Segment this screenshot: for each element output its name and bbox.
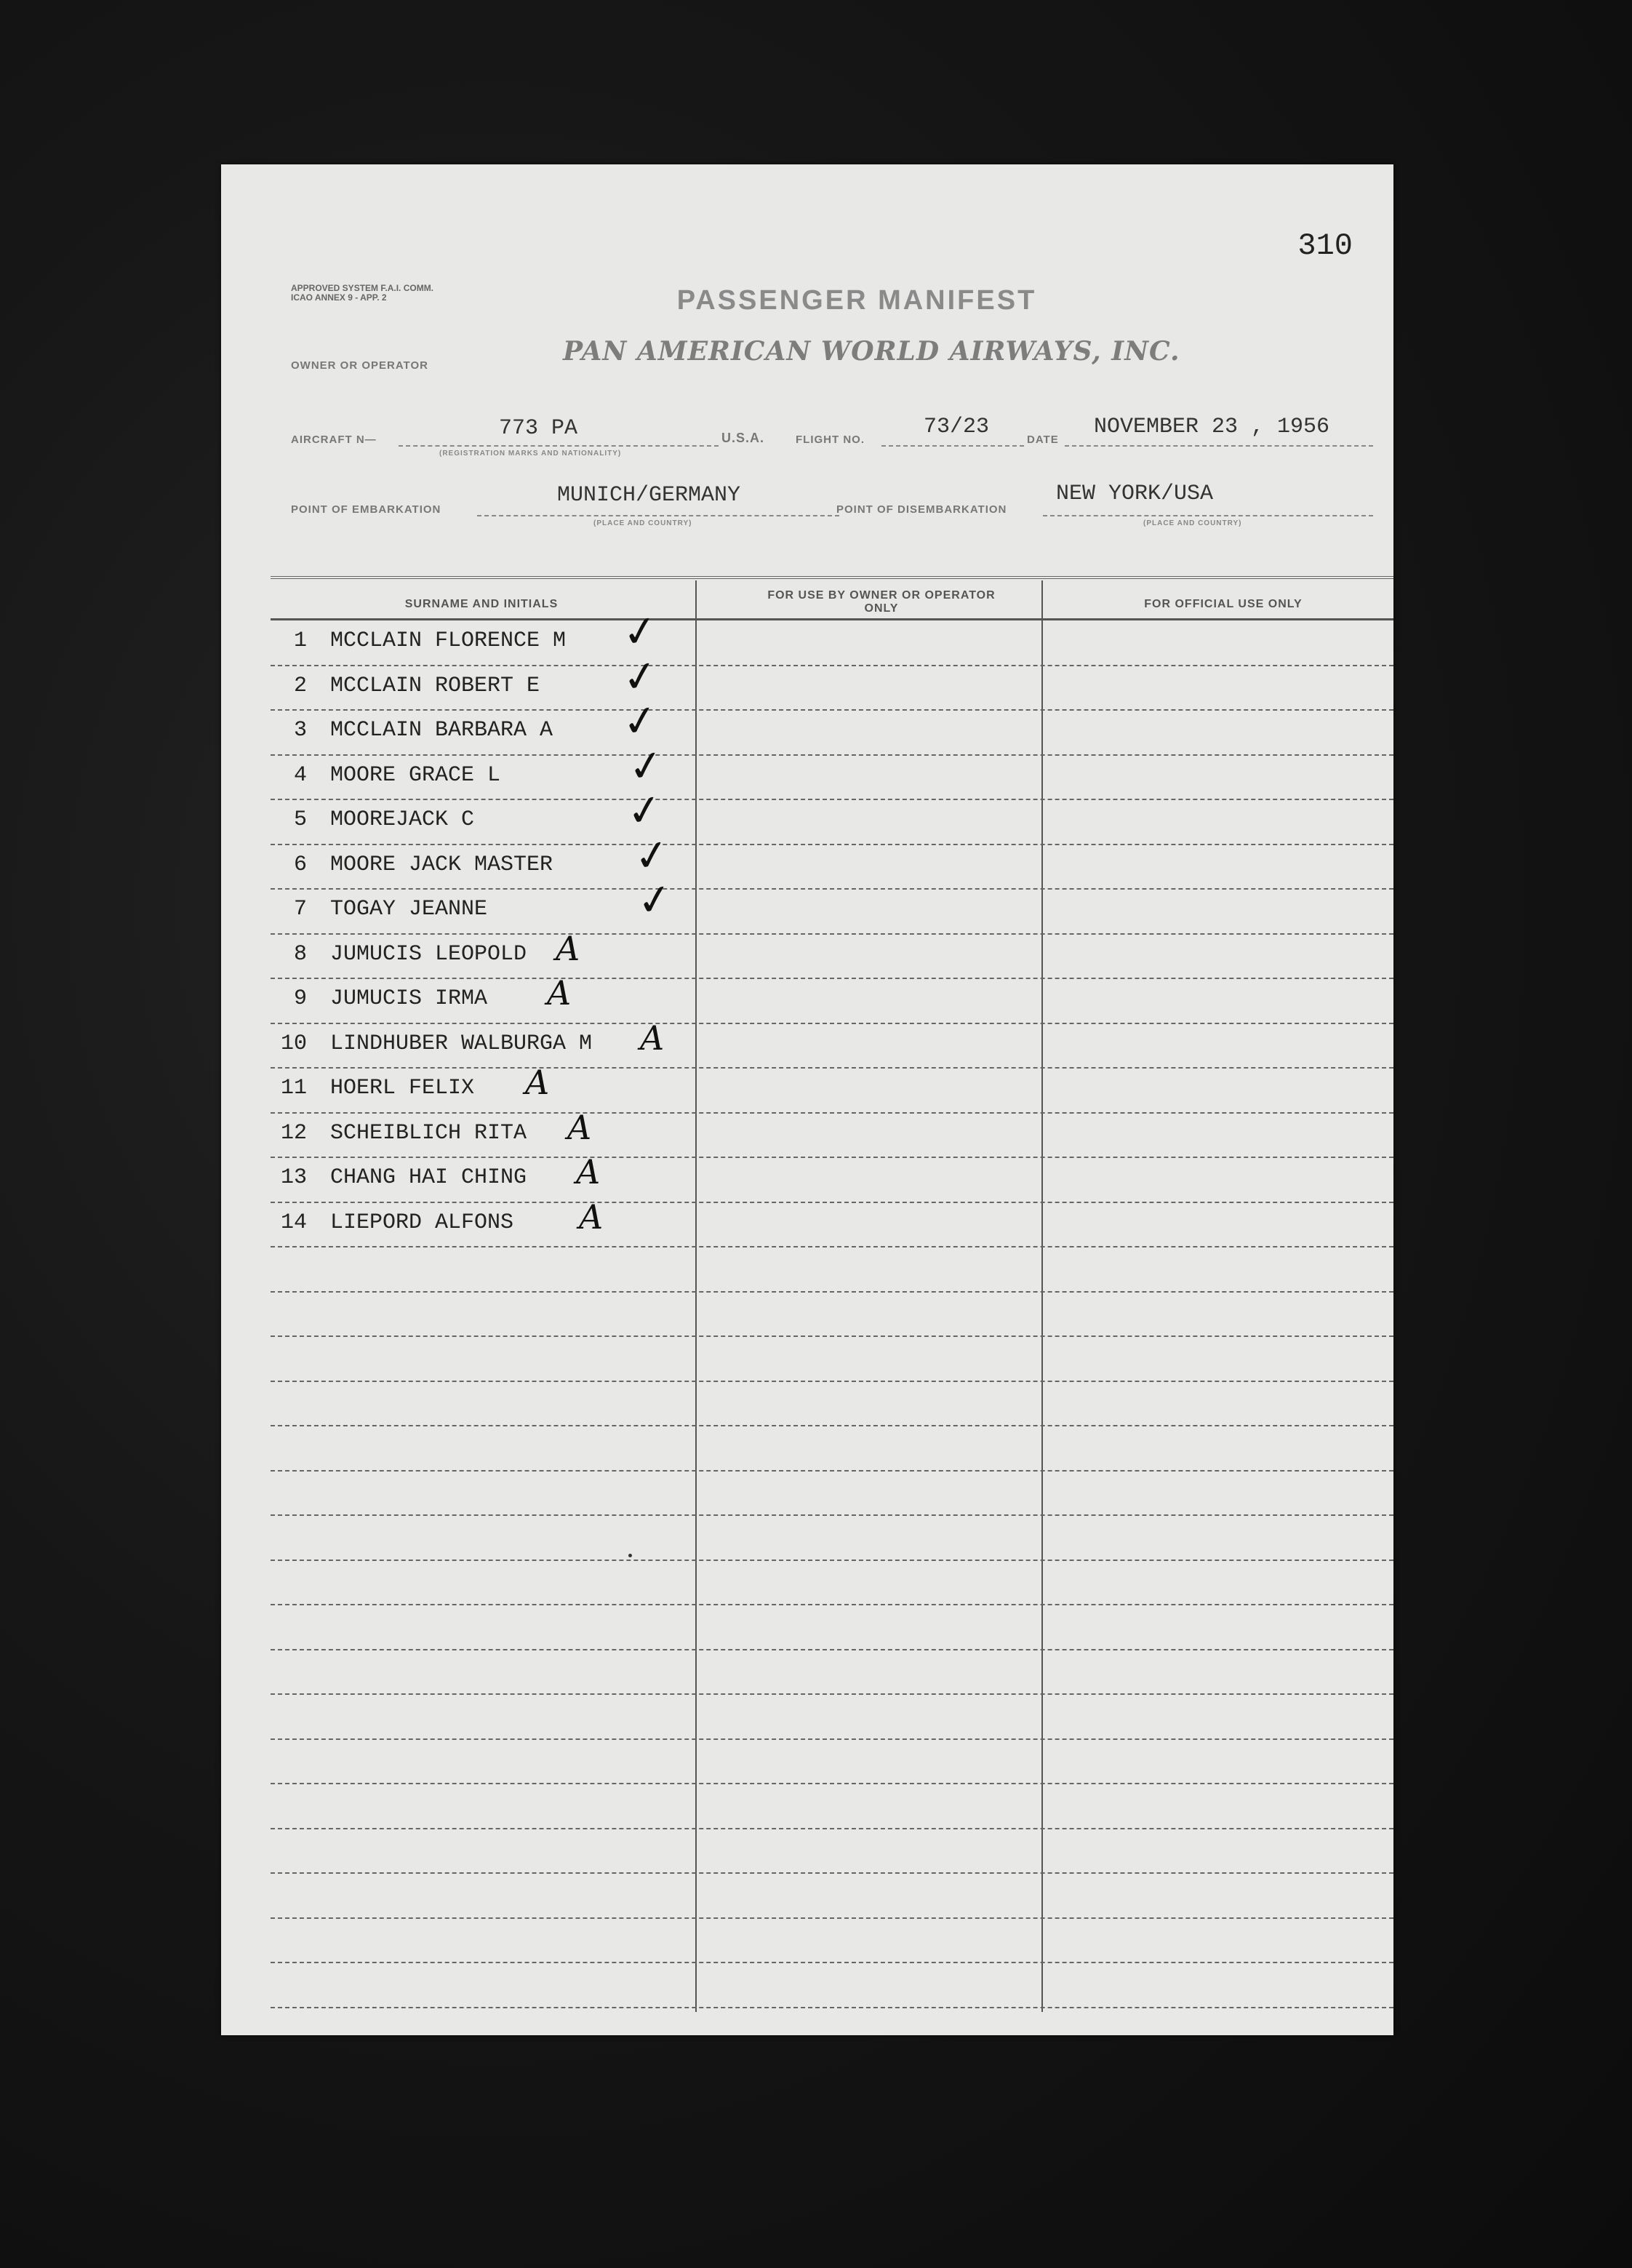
operator-name: PAN AMERICAN WORLD AIRWAYS, INC. (563, 336, 1180, 367)
row-rule (271, 933, 1393, 935)
handwritten-mark: A (525, 1063, 550, 1102)
checkmark-icon: ✓ (623, 783, 666, 838)
row-rule (271, 978, 1393, 979)
row-number: 14 (280, 1210, 307, 1235)
handwritten-mark: A (576, 1152, 601, 1191)
ink-speck (628, 1554, 632, 1557)
row-rule (271, 888, 1393, 890)
row-rule (271, 1023, 1393, 1024)
row-number: 9 (293, 986, 307, 1011)
row-rule (271, 1381, 1393, 1382)
disembarkation-label: POINT OF DISEMBARKATION (836, 503, 1007, 516)
row-rule (271, 1783, 1393, 1784)
manifest-table (271, 576, 1393, 2031)
checkmark-icon: ✓ (619, 604, 662, 659)
manifest-sheet (221, 164, 1393, 2035)
passenger-name: MCCLAIN FLORENCE M (330, 628, 567, 653)
date-underline (1065, 445, 1373, 447)
handwritten-mark: A (547, 973, 572, 1013)
date-value: NOVEMBER 23 , 1956 (1094, 415, 1330, 439)
checkmark-icon: ✓ (625, 738, 668, 793)
row-number: 8 (293, 941, 307, 967)
passenger-name: SCHEIBLICH RITA (330, 1120, 527, 1146)
passenger-name: MOOREJACK C (330, 807, 475, 832)
row-rule (271, 1425, 1393, 1426)
row-rule (271, 1604, 1393, 1605)
row-number: 6 (293, 852, 307, 877)
disembarkation-underline (1043, 515, 1373, 516)
page-number: 310 (1297, 228, 1353, 263)
row-rule (271, 799, 1393, 800)
aircraft-value: 773 PA (499, 416, 578, 441)
column-divider-2 (1041, 580, 1043, 2012)
aircraft-label: AIRCRAFT N— (291, 434, 377, 446)
row-number: 7 (293, 897, 307, 922)
owner-use-column-header: FOR USE BY OWNER OR OPERATOR ONLY (767, 589, 996, 615)
row-rule (271, 1872, 1393, 1874)
row-number: 4 (293, 762, 307, 788)
passenger-name: MOORE JACK MASTER (330, 852, 553, 877)
row-rule (271, 1291, 1393, 1293)
row-rule (271, 1828, 1393, 1829)
passenger-name: TOGAY JEANNE (330, 897, 488, 922)
passenger-name: MOORE GRACE L (330, 762, 501, 788)
embarkation-value: MUNICH/GERMANY (557, 483, 741, 508)
aircraft-note: (REGISTRATION MARKS AND NATIONALITY) (439, 450, 622, 458)
row-number: 5 (293, 807, 307, 832)
document-title: PASSENGER MANIFEST (676, 285, 1037, 316)
row-rule (271, 1157, 1393, 1158)
row-rule (271, 1738, 1393, 1740)
date-label: DATE (1027, 434, 1059, 446)
row-rule (271, 709, 1393, 711)
passenger-name: MCCLAIN ROBERT E (330, 673, 540, 698)
handwritten-mark: A (556, 928, 580, 968)
passenger-name: LIEPORD ALFONS (330, 1210, 514, 1235)
handwritten-mark: A (579, 1197, 604, 1237)
country-label: U.S.A. (721, 431, 765, 445)
passenger-name: JUMUCIS LEOPOLD (330, 941, 527, 967)
passenger-name: HOERL FELIX (330, 1076, 475, 1101)
row-rule (271, 1067, 1393, 1069)
handwritten-mark: A (640, 1018, 665, 1058)
embarkation-label: POINT OF EMBARKATION (291, 503, 441, 516)
official-use-column-header: FOR OFFICIAL USE ONLY (1144, 598, 1303, 610)
row-rule (271, 1246, 1393, 1247)
embarkation-note: (PLACE AND COUNTRY) (593, 519, 692, 527)
row-number: 13 (280, 1165, 307, 1190)
flight-value: 73/23 (924, 415, 990, 439)
row-rule (271, 1917, 1393, 1919)
row-rule (271, 665, 1393, 666)
checkmark-icon: ✓ (619, 649, 662, 703)
row-rule (271, 1693, 1393, 1695)
passenger-name: CHANG HAI CHING (330, 1165, 527, 1190)
passenger-name: JUMUCIS IRMA (330, 986, 488, 1011)
flight-underline (881, 445, 1024, 447)
row-number: 2 (293, 673, 307, 698)
row-rule (271, 1514, 1393, 1516)
checkmark-icon: ✓ (631, 828, 673, 882)
table-top-rule (271, 576, 1393, 579)
disembarkation-note: (PLACE AND COUNTRY) (1143, 519, 1242, 527)
row-number: 3 (293, 718, 307, 743)
header-rule (271, 618, 1393, 620)
owner-label: OWNER OR OPERATOR (291, 359, 428, 372)
passenger-name: LINDHUBER WALBURGA M (330, 1031, 593, 1056)
passenger-name: MCCLAIN BARBARA A (330, 718, 553, 743)
checkmark-icon: ✓ (619, 693, 662, 748)
checkmark-icon: ✓ (633, 872, 676, 927)
embarkation-underline (477, 515, 839, 516)
row-rule (271, 1560, 1393, 1561)
row-rule (271, 754, 1393, 756)
row-number: 11 (280, 1076, 307, 1101)
surname-column-header: SURNAME AND INITIALS (404, 598, 559, 610)
handwritten-mark: A (567, 1107, 592, 1147)
row-number: 12 (280, 1120, 307, 1146)
approval-note: APPROVED SYSTEM F.A.I. COMM. ICAO ANNEX 9 - APP. 2 (291, 283, 434, 303)
row-rule (271, 1962, 1393, 1963)
disembarkation-value: NEW YORK/USA (1056, 482, 1214, 506)
column-divider-1 (695, 580, 697, 2012)
row-rule (271, 844, 1393, 845)
row-rule (271, 1112, 1393, 1114)
row-rule (271, 1202, 1393, 1203)
row-rule (271, 2007, 1393, 2008)
aircraft-underline (399, 445, 719, 447)
row-rule (271, 1335, 1393, 1337)
row-number: 1 (293, 628, 307, 653)
row-number: 10 (280, 1031, 307, 1056)
row-rule (271, 1470, 1393, 1472)
flight-label: FLIGHT NO. (796, 434, 865, 446)
row-rule (271, 1649, 1393, 1650)
